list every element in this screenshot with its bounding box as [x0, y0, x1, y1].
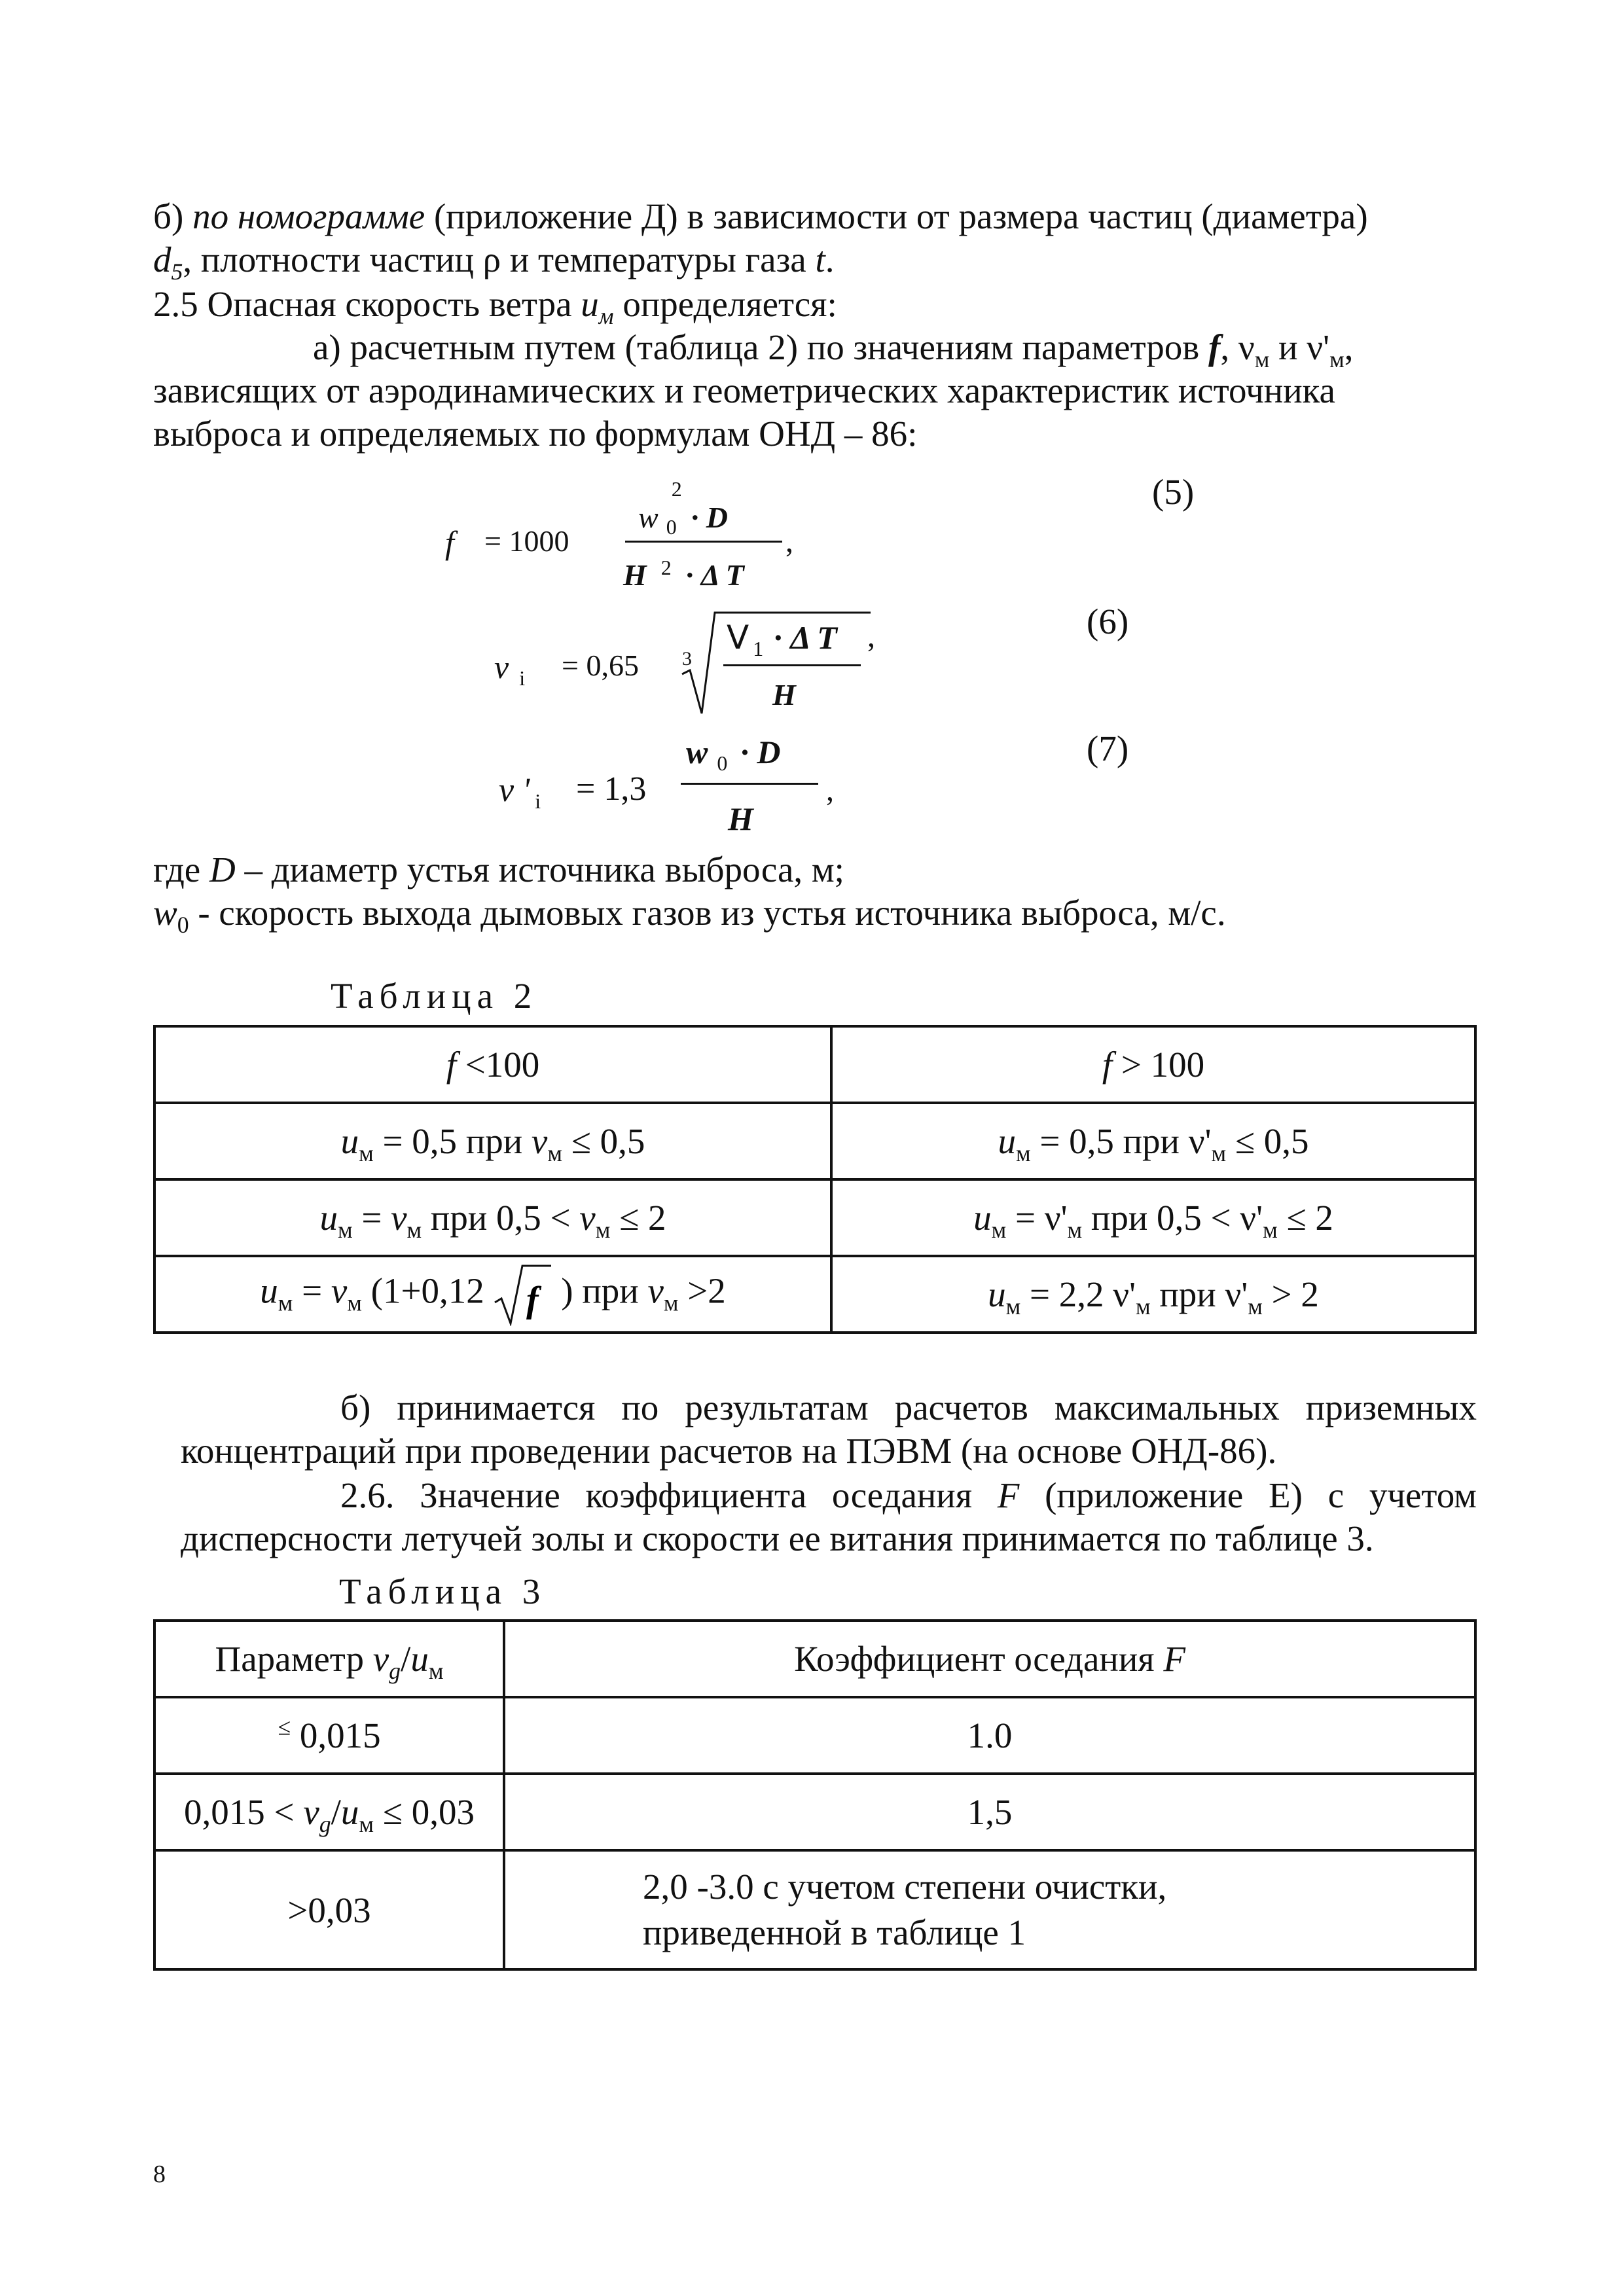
table-3-r3c1: >0,03	[154, 1850, 504, 1969]
formula-5-comma: ,	[785, 524, 793, 559]
table-2	[153, 1025, 1477, 1334]
formula-7-comma: ,	[826, 773, 834, 808]
table-3-r3c2: 2,0 -3.0 с учетом степени очистки, приведенной в таблице 1	[504, 1850, 1475, 1969]
table-3-r2c1: $0,015 < v_g/u_м \le 0,03$	[154, 1774, 504, 1850]
para2-line3: зависящих от аэродинамических и геометрических характеристик источника	[153, 370, 1335, 410]
table-2-header-row	[154, 1026, 1475, 1103]
table-row	[154, 1697, 1475, 1774]
table-row	[154, 1850, 1475, 1969]
formula-7-coef: = 1,3	[576, 770, 647, 808]
table-2-r2c1: $u_м = v_м$ при $0,5 < v_м \le 2$	[154, 1179, 831, 1256]
table-2-r1c2: $u_м = 0,5$ при $\nu'_м \le 0,5$	[831, 1103, 1475, 1179]
para3-line1: б) принимается по результатам расчетов максимальных приземных	[340, 1388, 1477, 1427]
definition-d: где D – диаметр устья источника выброса, м;	[153, 850, 844, 889]
table-3	[153, 1619, 1477, 1971]
section-2-5-heading: 2.5 Опасная скорость ветра $u_м$ определяется:	[153, 284, 837, 329]
sqrt-f	[494, 1263, 552, 1326]
formula-7-number: (7)	[1087, 728, 1129, 768]
para1-line2: $d_5$, плотности частиц ρ и температуры газа t.	[153, 240, 835, 285]
table-2-r1c1: $u_м = 0,5$ при $v_м \le 0,5$	[154, 1103, 831, 1179]
table-2-r3c1: $u_м = v_м$ (1+0,12 f ) при $v_м >2$	[154, 1256, 831, 1333]
formula-6-root-index: 3	[682, 648, 692, 670]
table-row	[154, 1179, 1475, 1256]
table-3-r1c2: 1.0	[504, 1697, 1475, 1774]
formula-6-comma: ,	[867, 619, 875, 654]
table-2-header-f-greater: f > 100	[831, 1026, 1475, 1103]
table-3-r1c1: ≤ 0,015	[154, 1697, 504, 1774]
table-row	[154, 1774, 1475, 1850]
table-3-caption: Таблица 3	[339, 1571, 547, 1611]
page-number: 8	[153, 2161, 166, 2188]
para3-line4: дисперсности летучей золы и скорости ее витания принимается по таблице 3.	[181, 1518, 1374, 1558]
table-2-r2c2: $u_м = \nu'_м$ при $0,5 < \nu'_м \le 2$	[831, 1179, 1475, 1256]
table-3-header-row	[154, 1621, 1475, 1697]
formula-6-numerator: V $_1$ · Δ T	[727, 619, 837, 660]
para2-line4: выброса и определяемых по формулам ОНД – 86:	[153, 414, 918, 454]
formula-7-fraction-bar	[681, 783, 818, 785]
formula-6-lhs: ν $_i$	[494, 649, 526, 690]
table-3-header-param: Параметр $v_g/u_м$	[154, 1621, 504, 1697]
para3-line2: концентраций при проведении расчетов на ПЭВМ (на основе ОНД-86).	[181, 1431, 1277, 1471]
formula-6-number: (6)	[1087, 601, 1129, 641]
formula-6-denominator: H	[772, 678, 796, 711]
formula-5-numerator: w 2 $_0$ · D	[638, 477, 728, 539]
para2-line2: а) расчетным путем (таблица 2) по значениям параметров f, $\nu_м$ и $\nu'_м$,	[313, 327, 1354, 372]
formula-5-denominator: H $^2$ · Δ T	[623, 555, 744, 592]
formula-7-numerator: w $_0$ · D	[686, 734, 781, 775]
formula-7-denominator: H	[728, 800, 753, 837]
formula-6-coef: = 0,65	[562, 649, 639, 682]
formula-5-number: (5)	[1152, 472, 1195, 512]
formula-6-fraction-bar	[723, 664, 861, 666]
table-3-header-coef: Коэффициент оседания F	[504, 1621, 1475, 1697]
table-3-r2c2: 1,5	[504, 1774, 1475, 1850]
formula-5-lhs: f	[445, 524, 454, 561]
table-2-header-f-less: f <100	[154, 1026, 831, 1103]
formula-5-coef: = 1000	[484, 524, 569, 558]
para1-line1: б) по номограмме (приложение Д) в зависимости от размера частиц (диаметра)	[153, 196, 1368, 236]
definition-w0: $w_0$ - скорость выхода дымовых газов из устья источника выброса, м/с.	[153, 893, 1226, 938]
formula-7-lhs: ν ' $_i$	[499, 772, 541, 814]
table-2-r3c2: $u_м = 2,2$ $\nu'_м$ при $\nu'_м > 2$	[831, 1256, 1475, 1333]
table-2-caption: Таблица 2	[331, 976, 538, 1016]
formula-5-fraction-bar	[625, 541, 782, 543]
section-2-6: 2.6. Значение коэффициента оседания F (приложение Е) с учетом	[340, 1475, 1477, 1515]
table-row	[154, 1103, 1475, 1179]
table-row	[154, 1256, 1475, 1333]
svg-text:f: f	[526, 1279, 539, 1320]
